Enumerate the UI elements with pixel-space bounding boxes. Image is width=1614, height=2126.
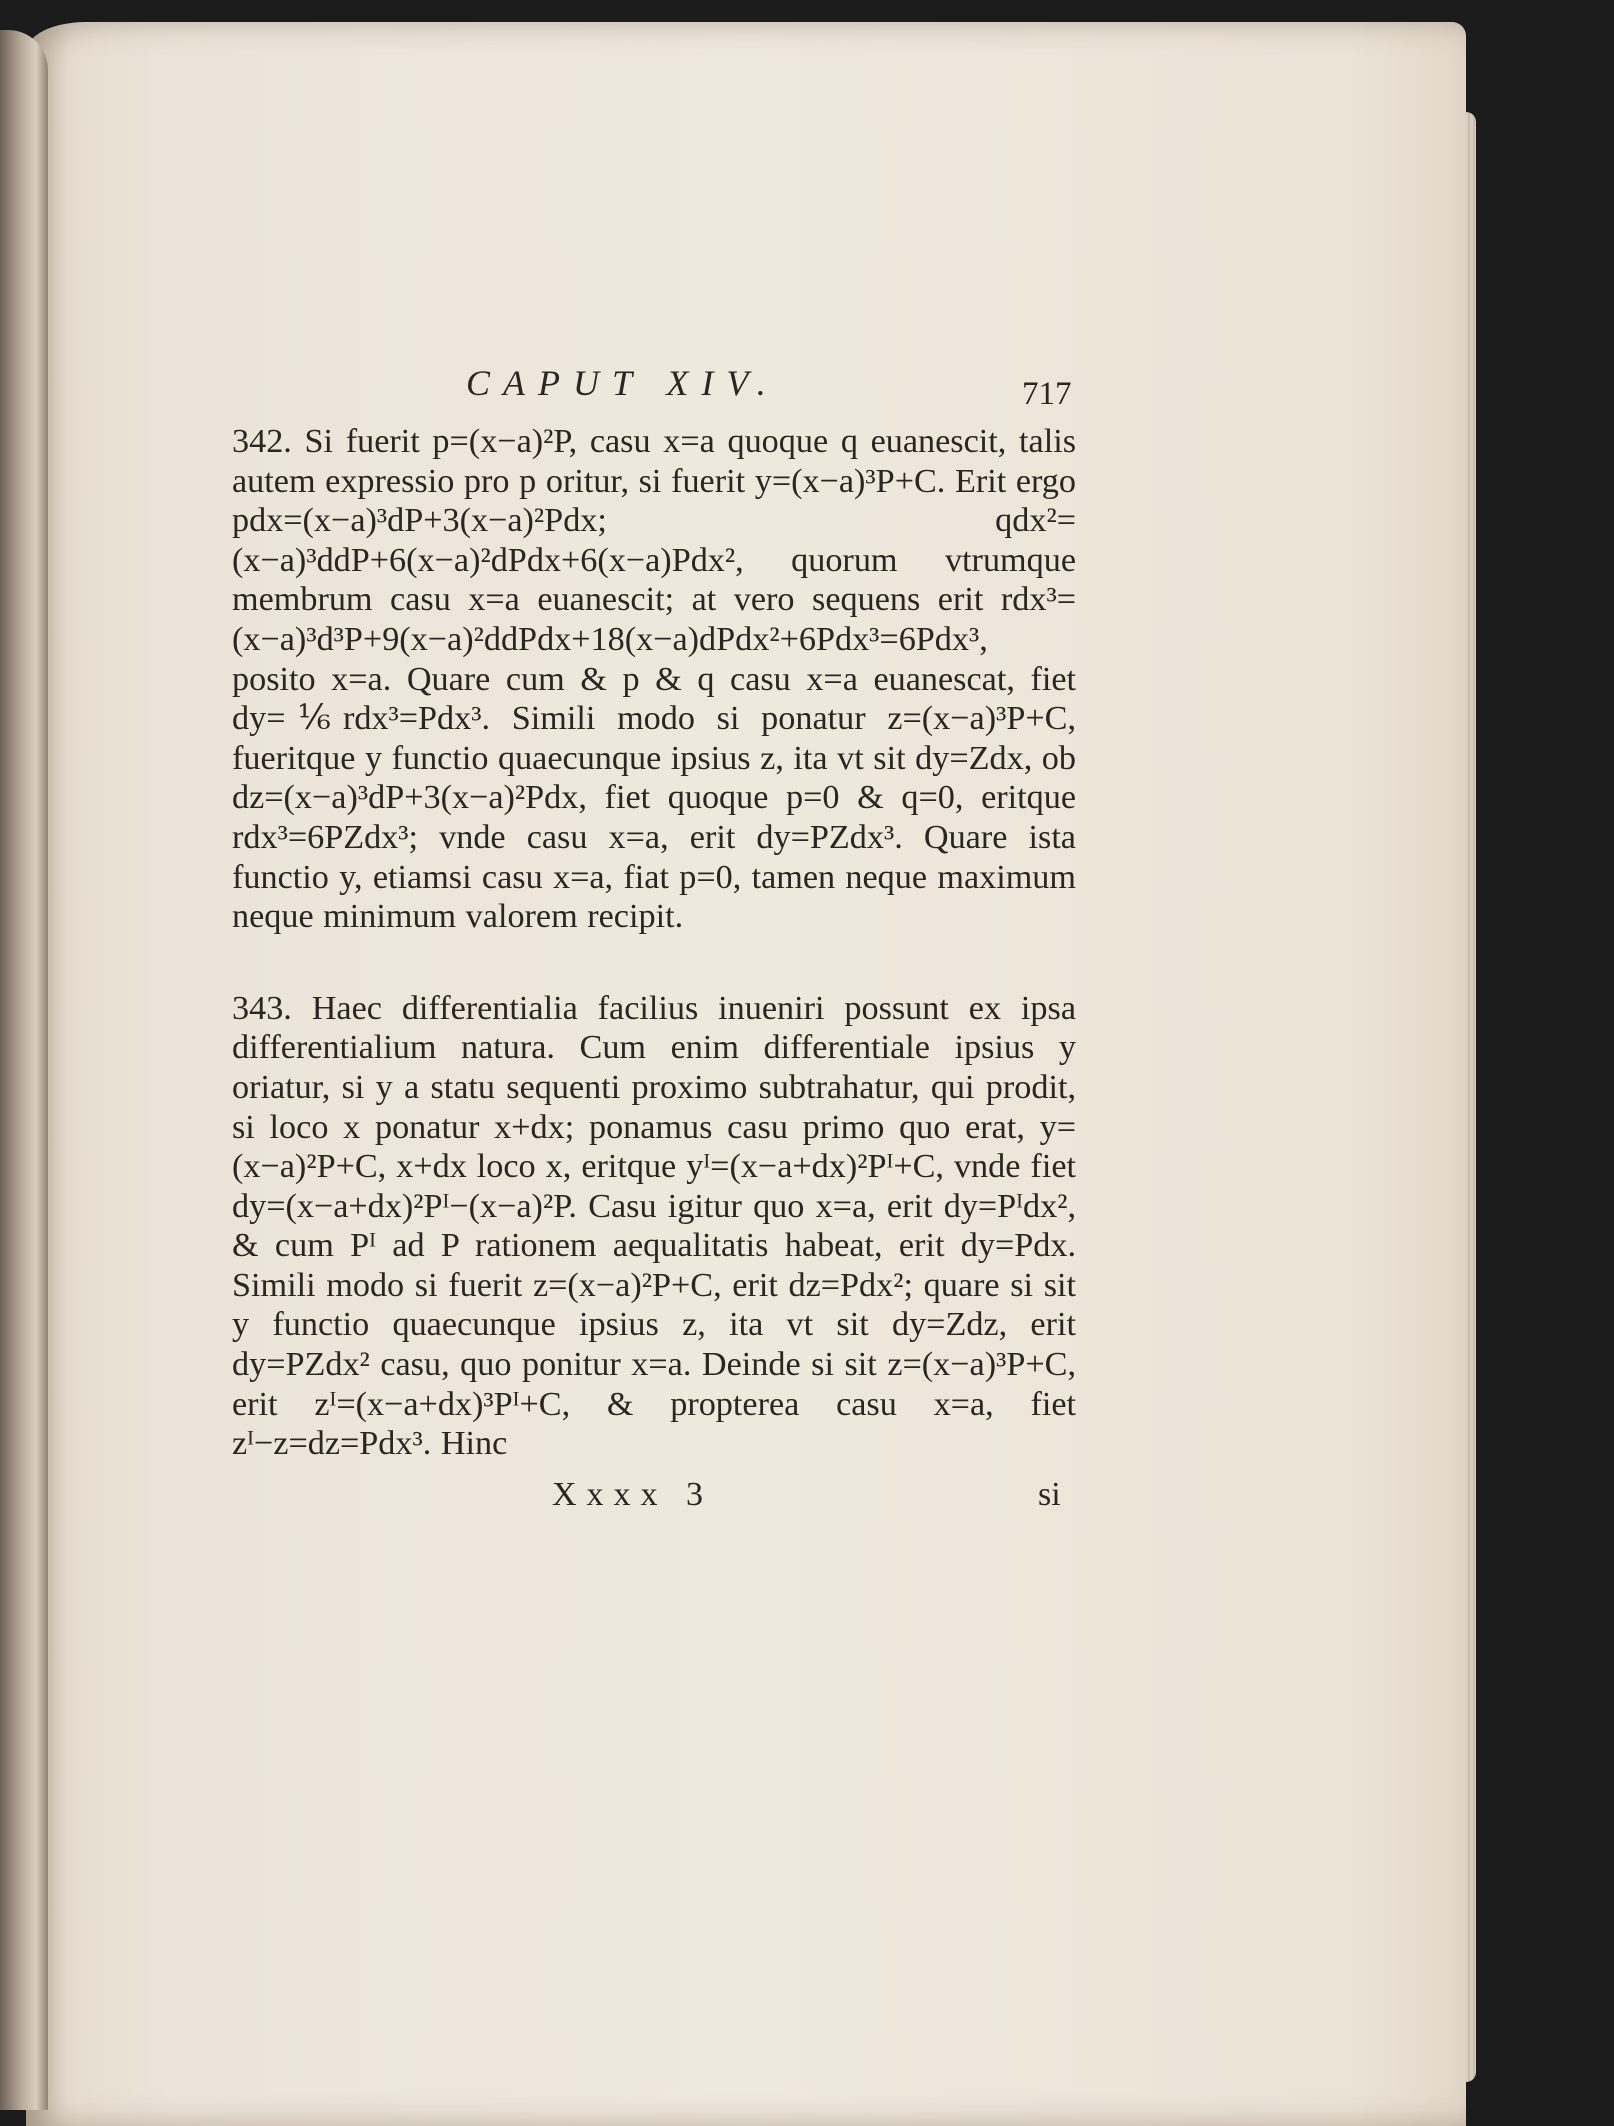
facing-page-edge: [0, 30, 48, 2110]
running-head: CAPUT XIV.: [466, 363, 779, 403]
page-header: [176, 358, 1076, 422]
paragraph-343: 343. Haec differentialia facilius inueniri possunt ex ipsa differentialium natura. Cum enim differentiale ipsius y oriatur, si y a statu sequenti proximo subtrahatur, qui prodit, si loco x ponatur x+dx; ponamus casu primo quo erat, y=(x−a)²P+C, x+dx loco x, eritque yᴵ=(x−a+dx)²Pᴵ+C, vnde fiet dy=(x−a+dx)²Pᴵ−(x−a)²P. Casu igitur quo x=a, erit dy=Pᴵdx², & cum Pᴵ ad P rationem aequalitatis habeat, erit dy=Pdx. Simili modo si fuerit z=(x−a)²P+C, erit dz=Pdx²; quare si sit y functio quaecunque ipsius z, ita vt sit dy=Zdz, erit dy=PZdx² casu, quo ponitur x=a. Deinde si sit z=(x−a)³P+C, erit zᴵ=(x−a+dx)³Pᴵ+C, & propterea casu x=a, fiet zᴵ−z=dz=Pdx³. Hinc: [232, 989, 1076, 1463]
text-block: [176, 358, 1076, 1522]
signature-mark: Xxxx 3: [552, 1475, 714, 1513]
paragraph-342: 342. Si fuerit p=(x−a)²P, casu x=a quoque q euanescit, talis autem expressio pro p oritur, si fuerit y=(x−a)³P+C. Erit ergo pdx=(x−a)³dP+3(x−a)²Pdx; qdx²=(x−a)³ddP+6(x−a)²dPdx+6(x−a)Pdx², quorum vtrumque membrum casu x=a euanescit; at vero sequens erit rdx³=(x−a)³d³P+9(x−a)²ddPdx+18(x−a)dPdx²+6Pdx³=6Pdx³, posito x=a. Quare cum & p & q casu x=a euanescat, fiet dy=⅙rdx³=Pdx³. Simili modo si ponatur z=(x−a)³P+C, fueritque y functio quaecunque ipsius z, ita vt sit dy=Zdx, ob dz=(x−a)³dP+3(x−a)²Pdx, fiet quoque p=0 & q=0, eritque rdx³=6PZdx³; vnde casu x=a, erit dy=PZdx³. Quare ista functio y, etiamsi casu x=a, fiat p=0, tamen neque maximum neque minimum valorem recipit.: [232, 423, 1076, 936]
catchword: si: [1038, 1475, 1061, 1513]
page-footer: [176, 1472, 1076, 1522]
page-number: 717: [1022, 376, 1072, 412]
